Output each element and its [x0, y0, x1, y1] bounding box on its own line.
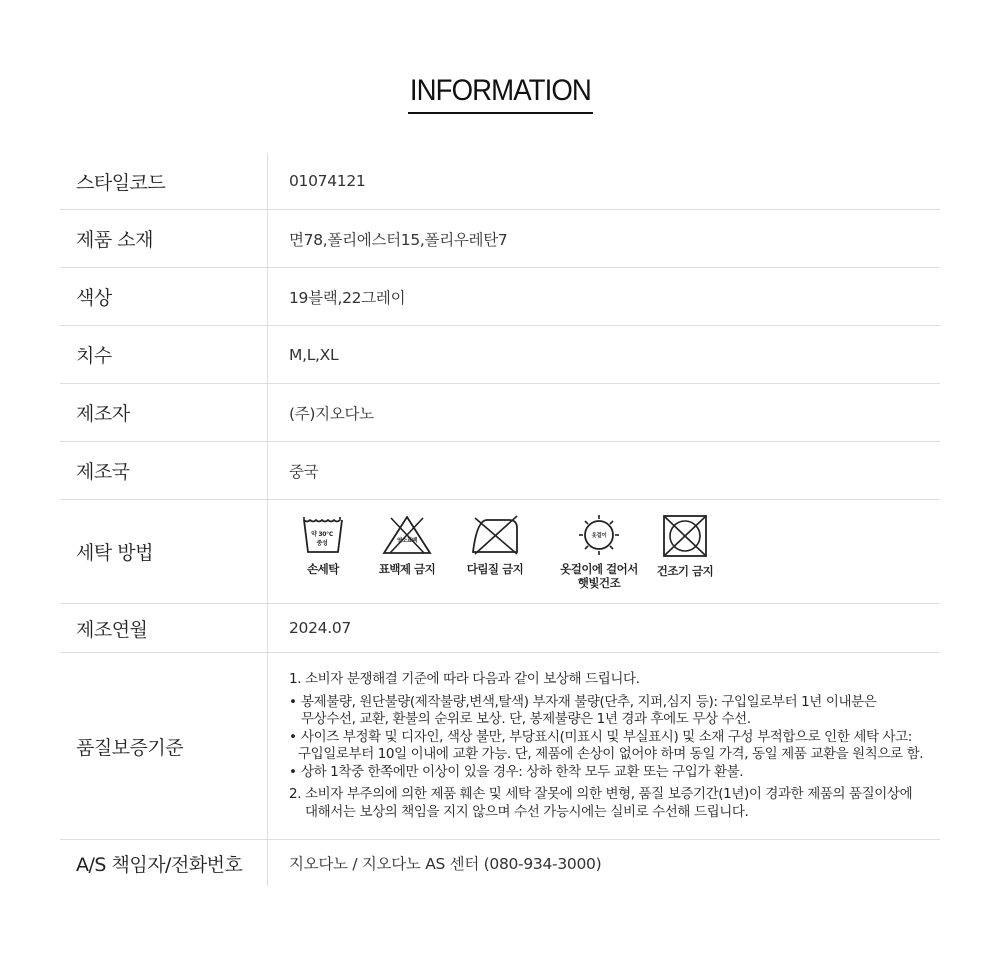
page-title: INFORMATION — [408, 72, 593, 114]
hand-wash-temp: 약 30°C — [311, 530, 333, 538]
quality-item-2-line2: 대해서는 보상의 책임을 지지 않으며 수선 가능시에는 실비로 수선해 드립니다. — [305, 803, 749, 820]
hand-wash-caption: 손세탁 — [307, 561, 339, 576]
value-as: 지오다노 / 지오다노 AS 센터 (080-934-3000) — [289, 855, 602, 873]
value-size: M,L,XL — [289, 345, 339, 364]
row-size — [60, 326, 940, 384]
no-tumble-dry — [638, 514, 732, 578]
row-style-code — [60, 153, 940, 210]
value-maker: (주)지오다노 — [289, 404, 374, 423]
value-country: 중국 — [289, 462, 319, 481]
hang-dry-caption-line2: 햇빛건조 — [577, 575, 621, 590]
page-title-wrap — [0, 72, 1000, 114]
bullet-mark: • — [289, 693, 297, 710]
hang-dry-sun-icon — [575, 514, 623, 556]
quality-bullet-3-line1: 상하 1착중 한쪽에만 이상이 있을 경우: 상하 한착 모두 교환 또는 구입가 환불. — [301, 763, 744, 780]
hand-wash-detergent: 중성 — [316, 539, 328, 547]
no-tumble-dry-caption: 건조기 금지 — [656, 563, 714, 578]
quality-item-1-num: 1. — [289, 671, 302, 687]
value-material: 면78,폴리에스터15,폴리우레탄7 — [289, 230, 508, 249]
no-bleach — [360, 514, 454, 576]
row-maker — [60, 384, 940, 442]
quality-bullet-1-line1: 봉제불량, 원단불량(제작불량,변색,탈색) 부자재 불량(단추, 지퍼,심지 등): 구입일로부터 1년 이내분은 — [301, 693, 877, 710]
hang-dry-inner: 옷걸이 — [591, 532, 607, 539]
row-as — [60, 840, 940, 886]
quality-item-2 — [289, 786, 923, 821]
no-tumble-dry-icon — [662, 514, 708, 558]
label-material: 제품 소재 — [60, 210, 268, 267]
no-bleach-caption: 표백제 금지 — [378, 561, 436, 576]
value-made-date: 2024.07 — [289, 619, 351, 637]
hand-wash-icon — [301, 514, 345, 556]
quality-item-1-text: 소비자 분쟁해결 기준에 따라 다음과 같이 보상해 드립니다. — [305, 671, 640, 687]
label-color: 색상 — [60, 268, 268, 325]
quality-bullet-2-line1: 사이즈 부정확 및 디자인, 색상 불만, 부당표시(미표시 및 부실표시) 및 소재 구성 부적합으로 인한 세탁 사고: — [301, 728, 912, 745]
no-iron-caption: 다림질 금지 — [466, 561, 524, 576]
quality-bullet-1-line2: 무상수선, 교환, 환불의 순위로 보상. 단, 봉제불량은 1년 경과 후에도 무상 수선. — [301, 711, 751, 727]
quality-item-2-num: 2. — [289, 786, 302, 802]
info-table — [60, 153, 940, 886]
row-color — [60, 268, 940, 326]
row-washing — [60, 500, 940, 604]
no-bleach-icon — [381, 514, 433, 556]
quality-item-2-line1: 소비자 부주의에 의한 제품 훼손 및 세탁 잘못에 의한 변형, 품질 보증기간(1년)이 경과한 제품의 품질이상에 — [305, 786, 913, 802]
quality-bullet — [289, 729, 923, 764]
label-as: A/S 책임자/전화번호 — [60, 840, 268, 886]
row-quality — [60, 653, 940, 840]
no-iron — [448, 514, 542, 576]
no-iron-icon — [469, 514, 521, 556]
quality-bullet — [289, 764, 923, 782]
value-quality — [268, 653, 940, 839]
hang-dry-caption-line1: 옷걸이에 걸어서 — [560, 561, 638, 576]
hand-wash — [276, 514, 370, 576]
row-material — [60, 210, 940, 268]
quality-item-1 — [289, 671, 923, 689]
quality-bullet — [289, 694, 923, 729]
label-size: 치수 — [60, 326, 268, 383]
washing-icons — [268, 500, 928, 604]
row-country — [60, 442, 940, 500]
bullet-mark: • — [289, 763, 297, 780]
label-washing: 세탁 방법 — [60, 500, 268, 603]
label-quality: 품질보증기준 — [60, 653, 268, 839]
no-bleach-inner: 염소표백 — [396, 537, 418, 544]
value-washing — [268, 500, 940, 603]
row-made-date — [60, 604, 940, 653]
value-color: 19블랙,22그레이 — [289, 288, 406, 307]
bullet-mark: • — [289, 728, 297, 745]
label-made-date: 제조연월 — [60, 604, 268, 652]
label-country: 제조국 — [60, 442, 268, 499]
label-style-code: 스타일코드 — [60, 153, 268, 209]
label-maker: 제조자 — [60, 384, 268, 441]
quality-text — [289, 671, 923, 821]
value-style-code: 01074121 — [289, 172, 366, 190]
quality-bullet-2-line2: 구입일로부터 10일 이내에 교환 가능. 단, 제품에 손상이 없어야 하며 동일 가격, 동일 제품 교환을 원칙으로 함. — [298, 746, 924, 762]
